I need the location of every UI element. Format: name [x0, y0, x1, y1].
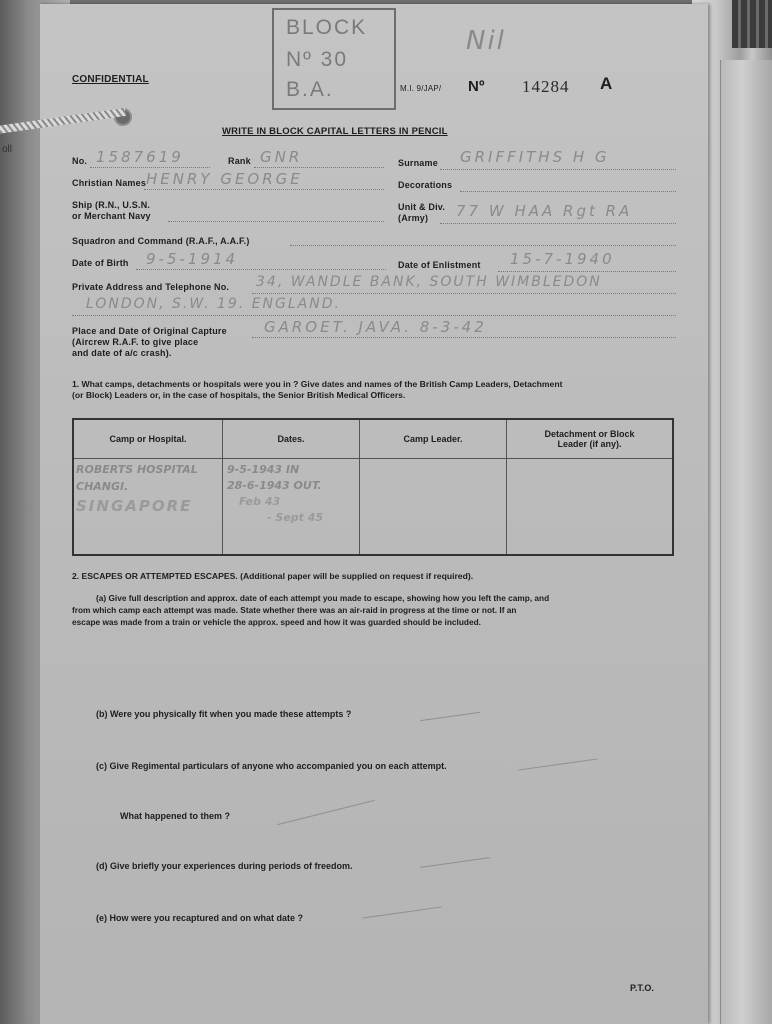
row-dates-line1: 9-5-1943 IN — [227, 463, 300, 476]
row-detachment-cell — [507, 459, 674, 556]
left-edge-fragment: oll — [2, 144, 13, 155]
row-dates-cell — [223, 459, 360, 556]
question-1-line1: 1. What camps, detachments or hospitals were you in ? Give dates and names of the British Camp Leaders, Detachment — [72, 379, 563, 389]
unit-label-line1: Unit & Div. — [398, 202, 446, 212]
address-label: Private Address and Telephone No. — [72, 282, 230, 292]
dob-label: Date of Birth — [72, 258, 129, 268]
form-reference: M.I. 9/JAP/ — [400, 84, 442, 93]
capture-label-line3: and date of a/c crash). — [72, 348, 172, 358]
pow-questionnaire-sheet — [40, 4, 708, 1024]
question-2a-line3: escape was made from a train or vehicle the approx. speed and how it was guarded should be included. — [72, 617, 481, 627]
col-camp-leader: Camp Leader. — [360, 419, 507, 459]
col-detachment-leader-line2: Leader (if any). — [557, 439, 622, 449]
row-dates-line4: - Sept 45 — [267, 511, 324, 524]
question-2e: (e) How were you recaptured and on what date ? — [96, 913, 304, 923]
rank-label: Rank — [228, 156, 251, 166]
capture-value: GAROET. JAVA. 8-3-42 — [264, 318, 487, 336]
squadron-label: Squadron and Command (R.A.F., A.A.F.) — [72, 236, 250, 246]
unit-label-line2: (Army) — [398, 213, 429, 223]
question-2a-line2: from which camp each attempt was made. State whether there was an air-raid in progress at the time or not. If an — [72, 605, 517, 615]
question-2d: (d) Give briefly your experiences during periods of freedom. — [96, 861, 353, 871]
col-detachment-leader — [507, 419, 674, 459]
unit-value: 77 W HAA Rgt RA — [456, 202, 633, 220]
row-camp-line2: CHANGI. — [76, 480, 129, 493]
surname-value: GRIFFITHS H G — [460, 148, 610, 166]
pto-label: P.T.O. — [630, 983, 654, 993]
stamp-line-2: Nº 30 — [286, 48, 349, 71]
question-2a-line1: (a) Give full description and approx. date of each attempt you made to escape, showing how you left the camp, and — [96, 593, 550, 603]
row-camp-line1: ROBERTS HOSPITAL — [76, 463, 198, 476]
col-dates: Dates. — [223, 419, 360, 459]
question-2b: (b) Were you physically fit when you made these attempts ? — [96, 709, 352, 719]
question-2c-followup: What happened to them ? — [120, 811, 230, 821]
row-dates-line2: 28-6-1943 OUT. — [227, 479, 322, 492]
instruction-heading: WRITE IN BLOCK CAPITAL LETTERS IN PENCIL — [222, 126, 448, 137]
col-detachment-leader-line1: Detachment or Block — [544, 429, 635, 439]
camps-table-header — [73, 419, 673, 459]
christian-names-value: HENRY GEORGE — [146, 170, 303, 188]
dob-value: 9-5-1914 — [146, 250, 239, 268]
service-no-label: No. — [72, 156, 88, 166]
address-line-1: 34, WANDLE BANK, SOUTH WIMBLEDON — [256, 274, 602, 290]
christian-names-label: Christian Names — [72, 178, 147, 188]
surname-label: Surname — [398, 158, 438, 168]
service-no-value: 1587619 — [96, 148, 184, 166]
row-camp-cell — [73, 459, 223, 556]
enlistment-value: 15-7-1940 — [510, 250, 615, 268]
form-suffix: A — [600, 74, 613, 93]
table-row — [73, 459, 673, 556]
capture-label-line2: (Aircrew R.A.F. to give place — [72, 337, 199, 347]
ship-label-line2: or Merchant Navy — [72, 211, 151, 221]
address-line-2: LONDON, S.W. 19. ENGLAND. — [86, 296, 341, 312]
block-stamp — [272, 8, 396, 110]
stamp-line-3: B.A. — [286, 78, 334, 101]
background-right-card — [720, 60, 772, 1024]
form-number: 14284 — [522, 77, 570, 96]
question-2c: (c) Give Regimental particulars of anyone who accompanied you on each attempt. — [96, 761, 447, 771]
decorations-label: Decorations — [398, 180, 453, 190]
row-camp-line3: SINGAPORE — [76, 497, 193, 515]
stamp-line-1: BLOCK — [286, 16, 368, 39]
col-camp-or-hospital: Camp or Hospital. — [73, 419, 223, 459]
enlistment-label: Date of Enlistment — [398, 260, 481, 270]
camps-table — [72, 418, 674, 556]
confidential-label: CONFIDENTIAL — [72, 74, 149, 85]
capture-label-line1: Place and Date of Original Capture — [72, 326, 227, 336]
nil-annotation: Nil — [466, 26, 506, 56]
question-2-title: 2. ESCAPES OR ATTEMPTED ESCAPES. (Additional paper will be supplied on request if required). — [72, 571, 474, 581]
ship-label-line1: Ship (R.N., U.S.N. — [72, 200, 151, 210]
rank-value: GNR — [260, 148, 303, 166]
form-number-label: Nº — [468, 78, 485, 95]
background-top-right — [732, 0, 772, 48]
question-1-line2: (or Block) Leaders or, in the case of hospitals, the Senior British Medical Officers. — [72, 390, 406, 400]
row-leader-cell — [360, 459, 507, 556]
row-dates-line3: Feb 43 — [239, 495, 281, 508]
